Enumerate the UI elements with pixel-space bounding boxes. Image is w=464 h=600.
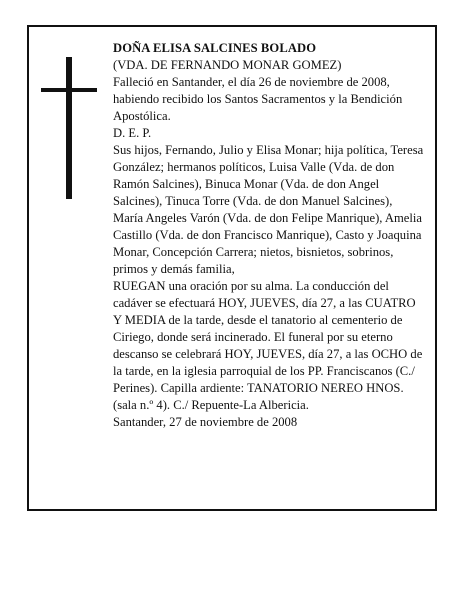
cross-vertical-bar: [66, 57, 72, 199]
obituary-text: [113, 40, 425, 431]
family-list: Sus hijos, Fernando, Julio y Elisa Monar; hija política, Teresa González; hermanos políticos, Luisa Valle (Vda. de don Ramón Salcines), Binuca Monar (Vda. de don Angel Salcines), Tinuca Torre (Vda. de don Manuel Salcines), María Angeles Varón (Vda. de don Felipe Manrique), Amelia Castillo (Vda. de don Francisco Manrique), Casto y Joaquina Monar, Concepción Carrera; nietos, bisnietos, sobrinos, primos y demás familia,: [113, 143, 424, 276]
death-announcement: Falleció en Santander, el día 26 de noviembre de 2008, habiendo recibido los Santos Sacramentos y la Bendición Apostólica.: [113, 75, 403, 123]
funeral-details: RUEGAN una oración por su alma. La conducción del cadáver se efectuará HOY, JUEVES, día 27, a las CUATRO Y MEDIA de la tarde, desde el tanatorio al cementerio de Ciriego, donde será incinerado. El funeral por su eterno descanso se celebrará HOY, JUEVES, día 27, a las OCHO de la tarde, en la iglesia parroquial de los PP. Franciscanos (C./ Perines). Capilla ardiente: TANATORIO NEREO HNOS. (sala n.º 4). C./ Repuente-La Albericia.: [113, 279, 423, 412]
widow-of-line: (VDA. DE FERNANDO MONAR GOMEZ): [113, 58, 342, 72]
place-and-date: Santander, 27 de noviembre de 2008: [113, 415, 298, 429]
deceased-name: DOÑA ELISA SALCINES BOLADO: [113, 41, 317, 55]
rip-line: D. E. P.: [113, 126, 152, 140]
cross-icon: [41, 57, 97, 199]
cross-horizontal-bar: [41, 88, 97, 92]
obituary-notice: [27, 25, 437, 511]
